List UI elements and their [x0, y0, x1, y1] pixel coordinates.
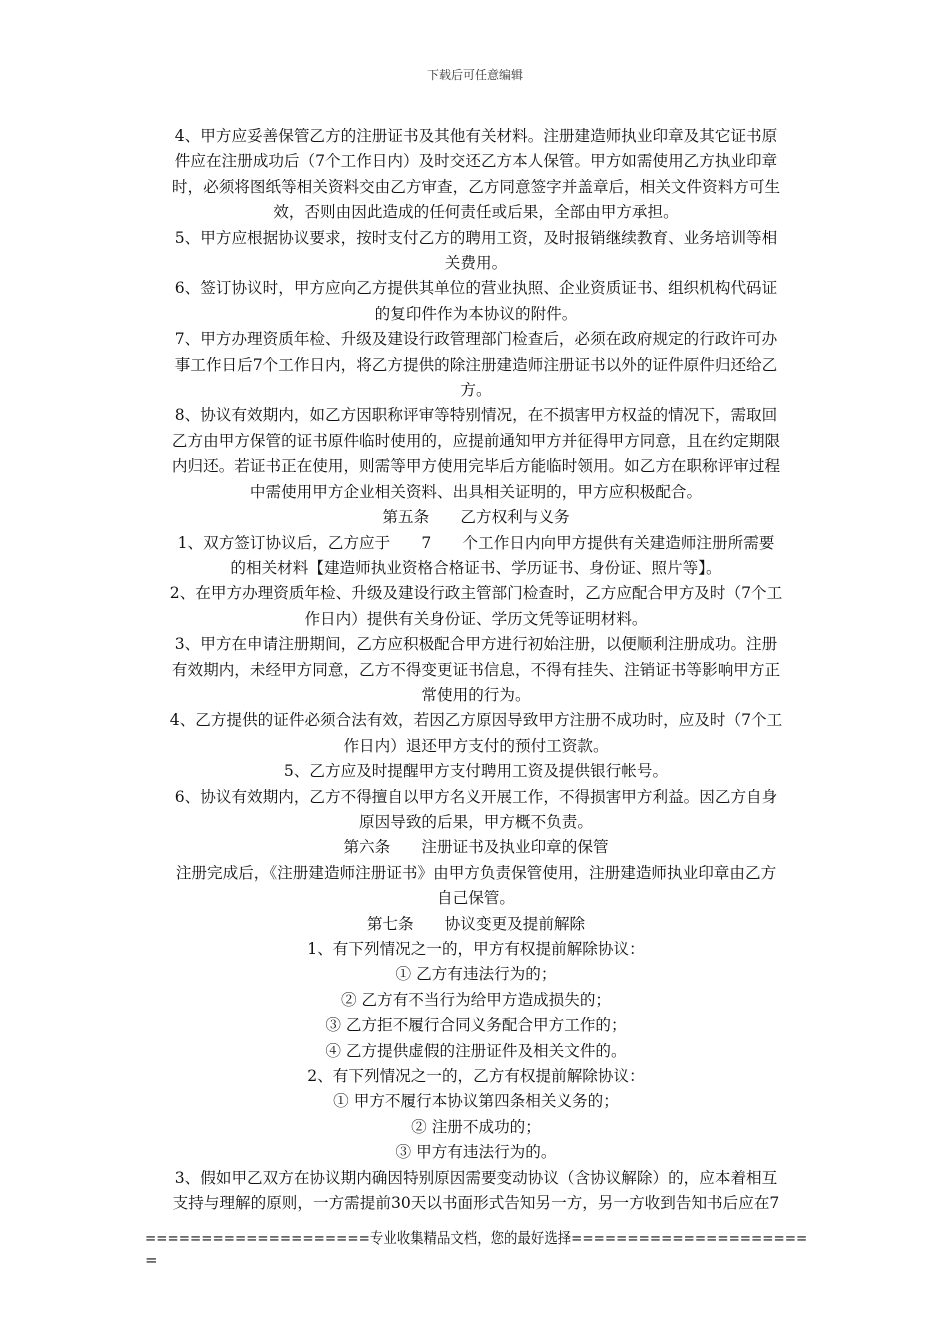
text-line: 作日内）提供有关身份证、学历文凭等证明材料。 — [304, 609, 648, 628]
text-line: 有效期内，未经甲方同意，乙方不得变更证书信息，不得有挂失、注销证书等影响甲方正 — [171, 660, 781, 679]
page-header: 下载后可任意编辑 — [426, 68, 523, 82]
text-line: 4、甲方应妥善保管乙方的注册证书及其他有关材料。注册建造师执业印章及其它证书原 — [174, 127, 778, 145]
text-line: ① 甲方不履行本协议第四条相关义务的； — [333, 1092, 619, 1111]
text-line: 中需使用甲方企业相关资料、出具相关证明的，甲方应积极配合。 — [249, 482, 703, 501]
text-line: 时，必须将图纸等相关资料交由乙方审查，乙方同意签字并盖章后，相关文件资料方可生 — [171, 177, 781, 196]
text-line: 7、甲方办理资质年检、升级及建设行政管理部门检查后，必须在政府规定的行政许可办 — [174, 330, 778, 349]
text-line: 注册完成后，《注册建造师注册证书》由甲方负责保管使用，注册建造师执业印章由乙方 — [175, 863, 777, 882]
text-line: 的相关材料【建造师执业资格合格证书、学历证书、身份证、照片等】。 — [230, 558, 722, 577]
text-line: 5、甲方应根据协议要求，按时支付乙方的聘用工资，及时报销继续教育、业务培训等相 — [174, 228, 778, 247]
text-line: 的复印件作为本协议的附件。 — [374, 304, 578, 323]
text-line: ③ 乙方拒不履行合同义务配合甲方工作的； — [325, 1016, 627, 1035]
text-line: 乙方由甲方保管的证书原件临时使用的，应提前通知甲方并征得甲方同意，且在约定期限 — [171, 431, 781, 450]
text-line: ② 注册不成功的； — [411, 1117, 541, 1136]
page-footer — [145, 1227, 807, 1271]
footer-banner: ====================专业收集精品文档，您的最好选择===================== — [145, 1229, 808, 1247]
text-line: 3、甲方在申请注册期间，乙方应积极配合甲方进行初始注册，以便顺利注册成功。注册 — [174, 635, 778, 654]
text-line: 内归还。若证书正在使用，则需等甲方使用完毕后方能临时领用。如乙方在职称评审过程 — [171, 457, 781, 476]
text-line: 第七条 协议变更及提前解除 — [366, 914, 586, 933]
text-line: 6、签订协议时，甲方应向乙方提供其单位的营业执照、企业资质证书、组织机构代码证 — [174, 279, 778, 298]
text-line: 关费用。 — [444, 254, 508, 273]
text-line: ④ 乙方提供虚假的注册证件及相关文件的。 — [325, 1041, 627, 1060]
text-line: 1、有下列情况之一的，甲方有权提前解除协议： — [307, 940, 645, 958]
text-line: 3、假如甲乙双方在协议期内确因特别原因需要变动协议（含协议解除）的，应本着相互 — [174, 1168, 778, 1187]
text-line: 件应在注册成功后（7个工作日内）及时交还乙方本人保管。甲方如需使用乙方执业印章 — [174, 152, 778, 171]
text-line: 第五条 乙方权利与义务 — [382, 508, 570, 527]
text-line: 5、乙方应及时提醒甲方支付聘用工资及提供银行帐号。 — [283, 762, 669, 781]
document-body — [145, 124, 807, 1216]
text-line: 4、乙方提供的证件必须合法有效，若因乙方原因导致甲方注册不成功时，应及时（7个工 — [169, 711, 783, 730]
text-line: 常使用的行为。 — [421, 685, 531, 704]
text-line: 事工作日后7个工作日内，将乙方提供的除注册建造师注册证书以外的证件原件归还给乙 — [174, 355, 778, 374]
text-line: 8、协议有效期内，如乙方因职称评审等特别情况，在不损害甲方权益的情况下，需取回 — [174, 406, 778, 425]
text-line: ② 乙方有不当行为给甲方造成损失的； — [340, 990, 612, 1009]
text-line: 1、双方签订协议后，乙方应于 7 个工作日内向甲方提供有关建造师注册所需要 — [177, 533, 775, 552]
text-line: ③ 甲方有违法行为的。 — [395, 1143, 557, 1162]
text-line: ① 乙方有违法行为的； — [395, 965, 557, 984]
text-line: 支持与理解的原则，一方需提前30天以书面形式告知另一方，另一方收到告知书后应在7 — [172, 1194, 780, 1213]
text-line: 6、协议有效期内，乙方不得擅自以甲方名义开展工作，不得损害甲方利益。因乙方自身 — [174, 787, 778, 806]
text-line: 原因导致的后果，甲方概不负责。 — [359, 812, 593, 831]
text-line: 自己保管。 — [437, 889, 515, 908]
footer-banner-wrap: = — [145, 1251, 158, 1269]
text-line: 作日内）退还甲方支付的预付工资款。 — [343, 736, 609, 755]
text-line: 方。 — [460, 381, 492, 400]
text-line: 2、有下列情况之一的，乙方有权提前解除协议： — [307, 1067, 645, 1086]
text-line: 效，否则由因此造成的任何责任或后果，全部由甲方承担。 — [273, 203, 679, 222]
text-line: 2、在甲方办理资质年检、升级及建设行政主管部门检查时，乙方应配合甲方及时（7个工 — [169, 584, 783, 603]
text-line: 第六条 注册证书及执业印章的保管 — [343, 838, 609, 857]
